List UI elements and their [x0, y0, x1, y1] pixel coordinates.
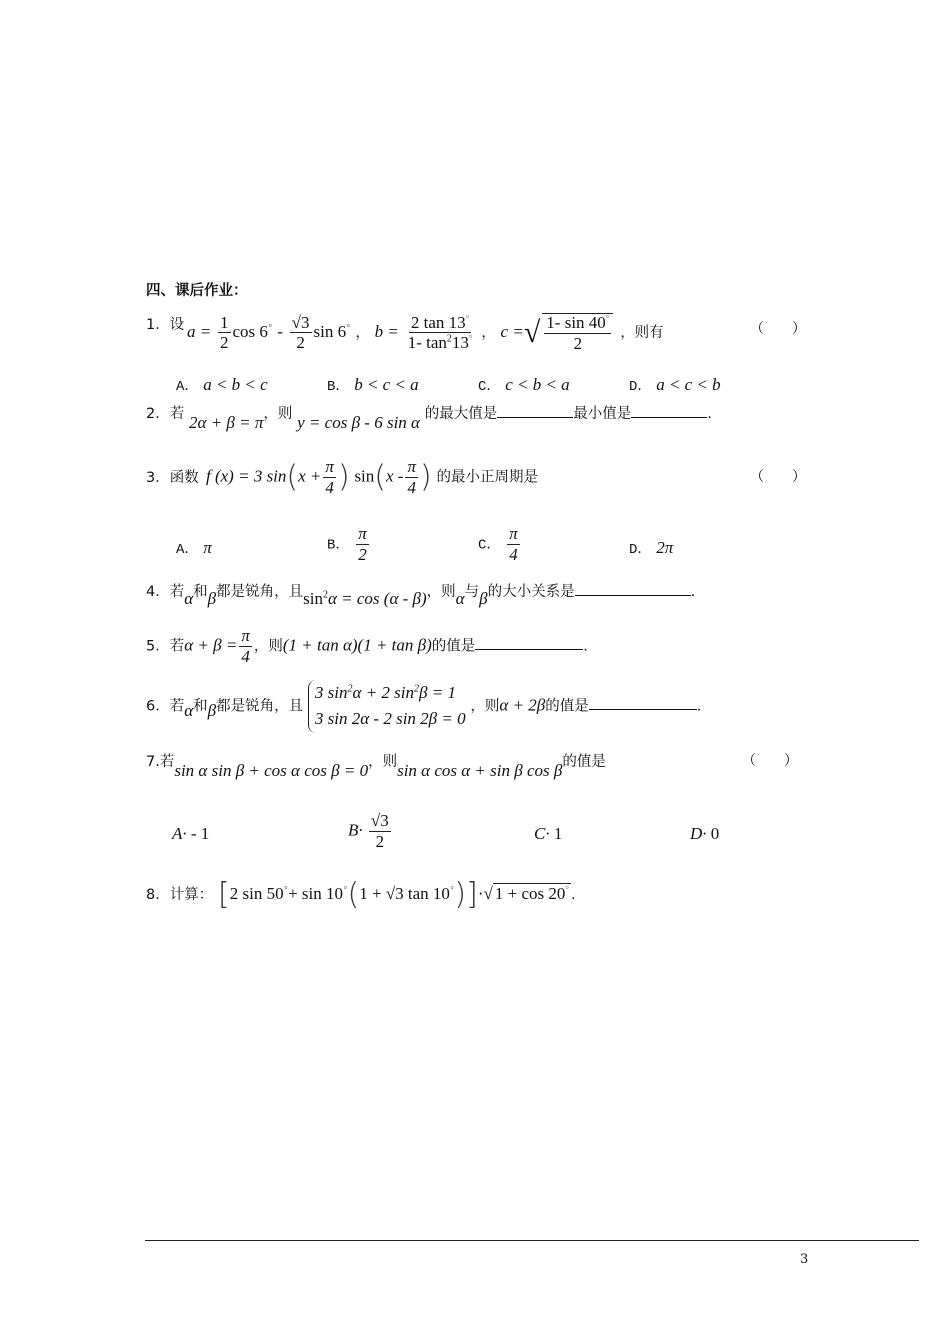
question-2: 2．若 2α + β = π，则 y = cos β - 6 sin α 的最大值是 最小值是 . [146, 402, 712, 423]
q1-c-frac: $\frac{1- \sin 40^\circ}{2}$ [542, 313, 613, 353]
question-number: 6． [146, 698, 170, 715]
q3-option-b: B． $\frac{\pi}{2}$ [327, 524, 367, 564]
question-7: 7.若sin α sin β + cos α cos β = 0，则sin α cos α + sin β cos β的值是 [146, 754, 606, 780]
q1-formula: a = $\frac{1}{2}$ cos 6° - $\frac{√3}{2}$ sin 6° ， b = $\frac{2 \tan 13^\circ}{1- \tan^213^\circ}$ ， c =√ $\frac{1- \sin 40^\circ}{2}$ ，则有 [187, 312, 664, 353]
question-lead: 设 [169, 317, 185, 333]
q7-option-b: B· $\frac{√3}{2}$ [348, 811, 389, 851]
answer-paren: （ ） [750, 469, 806, 485]
q7-option-c: C· 1 [534, 824, 563, 843]
q3-option-c: C． $\frac{\pi}{4}$ [478, 524, 518, 564]
q1-option-a: A． a < b < c [176, 375, 268, 395]
q1-minus: - [277, 321, 283, 341]
answer-blank[interactable] [631, 403, 707, 418]
q6-system: 3 $\sin^2\alpha + 2$ $\sin^2\beta = 1$ 3 sin 2α - 2 sin 2β = 0 [308, 680, 466, 733]
question-number: 5． [146, 638, 170, 655]
q2-function: y = cos β - 6 sin α [297, 413, 420, 432]
question-5: 5．若α + β = $\frac{\pi}{4}$ ，则(1 + tan α)(1 + tan β)的值是 . [146, 626, 588, 666]
q1-option-c: C． c < b < a [478, 375, 570, 395]
q1-comma: ， [481, 324, 496, 341]
q1-b-frac: $\frac{2 \tan 13^\circ}{1- \tan^213^\circ}$ [407, 312, 473, 353]
question-1 [146, 313, 184, 334]
q3-formula: f (x) = 3 sin(x + $\frac{\pi}{4}$ ) sin(x - $\frac{\pi}{4}$ ) 的最小正周期是 [206, 457, 538, 497]
question-4: 4．若α和β都是锐角，且$\sin^2\alpha = \cos (\alpha - \beta)$，则α与β的大小关系是 . [146, 580, 695, 601]
question-number: 8． [146, 887, 170, 903]
q1-option-d: D． a < c < b [629, 375, 721, 395]
page-number: 3 [800, 1252, 809, 1267]
answer-paren: （ ） [750, 321, 806, 337]
q1-tail: ，则有 [620, 324, 664, 341]
question-6: 6．若α和β都是锐角，且 3 $\sin^2\alpha + 2$ $\sin^2\beta = 1$ 3 sin 2α - 2 sin 2β = 0 ，则α + 2β的值是 . [146, 680, 701, 733]
question-8: 8．计算： [2 sin 50°+ sin 10°(1 + √3 tan 10°)]·√ 1 + cos 20° . [146, 877, 576, 912]
q1-a-sqrt3: $\frac{√3}{2}$ [291, 312, 310, 353]
q2-condition: 2α + β = π [189, 413, 264, 432]
q1-comma: ， [355, 324, 370, 341]
footer-divider [145, 1240, 919, 1241]
answer-blank[interactable] [475, 635, 583, 650]
question-number: 4． [146, 584, 170, 600]
answer-blank[interactable] [575, 581, 691, 596]
question-number: 1． [146, 317, 170, 333]
question-number: 7. [146, 754, 160, 770]
q1-a-cos: cos 6 [232, 321, 268, 341]
question-3: 3．函数 [146, 470, 199, 486]
answer-blank[interactable] [589, 695, 697, 710]
q1-a-half: $\frac{1}{2}$ [220, 312, 229, 353]
q7-option-a: A· - 1 [172, 824, 210, 843]
answer-paren: （ ） [742, 753, 798, 769]
q1-a-sin: sin 6 [313, 321, 347, 341]
question-number: 2． [146, 406, 170, 422]
q1-a-label: a = [187, 321, 212, 341]
answer-blank[interactable] [497, 403, 573, 418]
q1-b-label: b = [374, 321, 399, 341]
q3-option-d: D． 2π [629, 538, 674, 558]
q1-option-b: B． b < c < a [327, 375, 419, 395]
question-number: 3． [146, 470, 170, 486]
section-title: 四、课后作业： [146, 283, 248, 299]
q1-c-label: c = [500, 321, 524, 341]
q3-option-a: A． π [176, 538, 212, 558]
q7-option-d: D· 0 [690, 824, 720, 843]
